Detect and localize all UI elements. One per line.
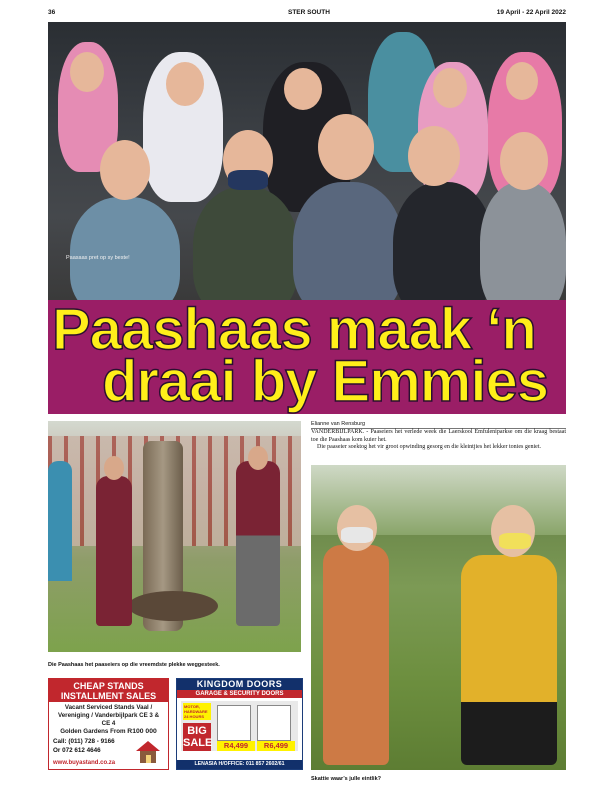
- photo-children: [311, 465, 566, 770]
- article-paragraph: Die paaseier soektog het vir groot opwinding gesorg en die kleintjies het lekker tonies geniet.: [317, 444, 541, 451]
- child-face: [433, 68, 467, 108]
- page-number: 36: [48, 9, 56, 16]
- ad-price: R4,499: [217, 741, 255, 751]
- face-mask: [341, 527, 373, 543]
- right-photo-caption: Skattie waar’s julle eintlik?: [311, 776, 381, 782]
- ad-description: Vacant Serviced Stands Vaal / Vereniging / Vanderbijlpark CE 3 & CE 4 Golden Gardens From R100 000: [57, 704, 160, 735]
- photo-egg-hunt: [48, 421, 301, 652]
- ad-title: KINGDOM DOORS: [177, 679, 302, 690]
- article-paragraph: VANDERBIJLPARK. - Paaseiers het verlede week die Laerskool Emfuleniparkse om die kraag bestaat toe die Paashaas kom kuier het.: [311, 429, 566, 443]
- issue-date: 19 April - 22 April 2022: [496, 9, 566, 16]
- ad-price: R100 000: [127, 728, 157, 735]
- ad-website-link[interactable]: www.buyastand.co.za: [53, 760, 116, 766]
- door-image: [217, 705, 251, 741]
- child-figure: [461, 555, 557, 765]
- child-figure: [293, 182, 403, 300]
- tree-base: [128, 591, 218, 621]
- person-figure: [96, 476, 132, 626]
- face-mask: [228, 170, 268, 190]
- house-icon: [134, 739, 162, 765]
- ad-contact: Call: (011) 728 - 9166 Or 072 612 4646: [53, 738, 115, 754]
- hero-caption: Paasaas pret op sy beste!: [66, 255, 130, 261]
- ad-office: LENASIA H/OFFICE: 011 857 2602/61: [177, 760, 302, 769]
- child-face: [491, 505, 535, 557]
- child-figure: [193, 187, 298, 300]
- left-photo-caption: Die Paashaas het paaseiers op die vreemdste plekke weggesteek.: [48, 662, 220, 668]
- person-face: [104, 456, 124, 480]
- child-face: [166, 62, 204, 106]
- ad-price: R6,499: [257, 741, 295, 751]
- byline: Elianne van Rensburg: [311, 421, 566, 429]
- ad-hours: MOTOR, HARDWARE 24 HOURS: [183, 703, 211, 720]
- child-face: [506, 62, 538, 100]
- person-figure: [236, 461, 280, 626]
- child-face: [500, 132, 548, 190]
- child-face: [284, 68, 322, 110]
- child-face: [318, 114, 374, 180]
- running-head: [48, 9, 566, 19]
- child-figure: [480, 182, 566, 300]
- headline-banner: [48, 300, 566, 414]
- child-face: [408, 126, 460, 186]
- child-figure: [70, 197, 180, 300]
- big-sale-badge: BIG SALE: [183, 725, 213, 749]
- child-figure: [323, 545, 389, 765]
- person-face: [248, 446, 268, 470]
- publication-name: STER SOUTH: [288, 9, 330, 16]
- child-face: [100, 140, 150, 200]
- ad-title: CHEAP STANDS INSTALLMENT SALES: [49, 679, 168, 702]
- article-body: [311, 429, 566, 452]
- cheap-stands-ad[interactable]: [48, 678, 169, 770]
- hero-photo: [48, 22, 566, 300]
- child-face: [70, 52, 104, 92]
- face-mask: [499, 533, 531, 549]
- headline-line-1: Paashaas maak ‘n: [52, 300, 536, 362]
- kingdom-doors-ad[interactable]: [176, 678, 303, 770]
- person-figure: [48, 461, 72, 581]
- ad-subtitle: GARAGE & SECURITY DOORS: [177, 690, 302, 698]
- headline-line-2: draai by Emmies: [102, 349, 548, 414]
- child-figure: [393, 182, 493, 300]
- door-image: [257, 705, 291, 741]
